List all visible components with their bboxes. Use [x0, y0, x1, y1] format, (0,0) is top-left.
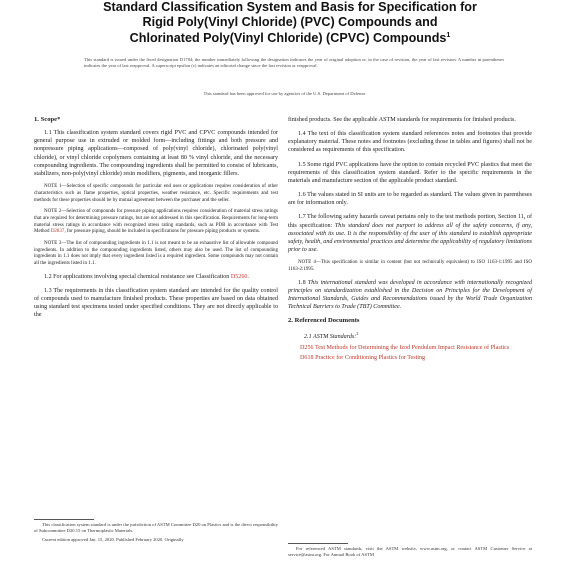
left-column: [34, 116, 278, 326]
footnote-1b: Current edition approved Jan. 15, 2020. Published February 2020. Originally: [42, 537, 184, 543]
approval-note: This standard has been approved for use by agencies of the U.S. Department of Defense.: [203, 91, 367, 96]
note-1: NOTE 1—Selection of specific compounds for particular end uses or applications requires consideration of other characteristics such as flame properties, optical properties, weather resistance, etc. Specific requirements and test methods for these properties should be by mutual agreement between the purchaser and the seller.: [34, 184, 278, 203]
issuance-note: This standard is issued under the fixed designation D1784; the number immediately following the designation indicates the year of original adoption or, in the case of revision, the year of last revision. A number in parentheses indicates the year of last reapproval. A superscript epsilon (ε) indicates an editorial change since the last revision or reapproval.: [84, 57, 504, 69]
paragraph-1-1: 1.1 This classification system standard covers rigid PVC and CPVC compounds intended for general purpose use in extruded or molded form—including fittings and both pressure and nonpressure piping applications—composed of poly(vinyl chloride), chlorinated poly(vinyl chloride), or vinyl chloride copolymers containing at least 80 % vinyl chloride, and the necessary compounding ingredients. The compounding ingredients shall be permitted to consist of lubricants, stabilizers, non-poly(vinyl chloride) resin modifiers, pigments, and inorganic fillers.: [34, 130, 278, 177]
reference-item[interactable]: D256 Test Methods for Determining the Izod Pendulum Impact Resistance of Plastics: [300, 344, 510, 351]
paragraph-1-4: 1.4 The text of this classification system standard references notes and footnotes that provide explanatory material. These notes and footnotes (excluding those in tables and figures) shall not be considered as requirements of this specification.: [288, 131, 532, 154]
footnote-1a: This classification system standard is under the jurisdiction of ASTM Committee D20 on Plastics and is the direct responsibility of Subcommittee D20.15 on Thermoplastic Materials.: [34, 522, 278, 534]
paragraph-1-5: 1.5 Some rigid PVC applications have the option to contain recycled PVC plastics that meet the requirements of this classification system standard. Refer to the specific requirements in the materials and manufacture section of the applicable product standard.: [288, 161, 532, 184]
title-line-3: Chlorinated Poly(Vinyl Chloride) (CPVC) Compounds$^1$: [129, 30, 451, 45]
title-line-1: Standard Classification System and Basis for Specification for: [103, 0, 477, 14]
title-footnote-mark: 1: [446, 31, 451, 39]
referenced-documents-list: [288, 330, 532, 362]
paragraph-1-7: 1.7 The following safety hazards caveat pertains only to the test methods portion, Section 11, of this specification: This standard does not purport to address all of the safety concerns, if any, associated with its use. It is the responsibility of the user of this standard to establish appropriate safety, health, and environmental practices and determine the applicability of regulatory limitations prior to use.: [288, 214, 532, 254]
paragraph-1-6: 1.6 The values stated in SI units are to be regarded as standard. The values given in parentheses are for information only.: [288, 192, 532, 207]
note-3: NOTE 3—The list of compounding ingredients in 1.1 is not meant to be an exhaustive list of allowable compound ingredients. In addition to the compounding ingredients listed, others may also be used. The list of compounding ingredients in 1.1 does not imply that every ingredient listed is a required ingredient. Some compounds may not contain all the ingredients listed in 1.1.: [34, 241, 278, 267]
note-2: NOTE 2—Selection of compounds for pressure piping applications requires consideration of material stress ratings that are required for determining pressure ratings, but are not addressed in this specification. Requirements for long-term material stress ratings in accordance with recognized stress rating standards, such as PDB in accordance with Test Method D2837, for pressure piping, should be included in specifications for pressure piping products or systems.: [34, 209, 278, 235]
left-footnotes: [34, 522, 278, 546]
right-column: [288, 116, 532, 364]
paragraph-1-8: 1.8 This international standard was developed in accordance with internationally recognized principles on standardization established in the Decision on Principles for the Development of International Standards, Guides and Recommendations issued by the World Trade Organization Technical Barriers to Trade (TBT) Committee.: [288, 279, 532, 311]
paragraph-1-2: 1.2 For applications involving special chemical resistance see Classification D5260.: [44, 273, 249, 280]
note-4: NOTE 4—This specification is similar in content (but not technically equivalent) to ISO 1163-1:1995 and ISO 1163-2:1995.: [288, 260, 532, 272]
section-2-heading: 2. Referenced Documents: [288, 317, 360, 325]
d5260-link[interactable]: D5260: [230, 273, 248, 280]
title-line-2: Rigid Poly(Vinyl Chloride) (PVC) Compounds and: [142, 15, 438, 30]
footnote-2: For referenced ASTM standards, visit the ASTM website, www.astm.org, or contact ASTM Customer Service at service@astm.org. For Annual Book of ASTM: [288, 546, 532, 558]
reference-item[interactable]: D618 Practice for Conditioning Plastics for Testing: [300, 354, 426, 361]
paragraph-1-3: 1.3 The requirements in this classification system standard are intended for the quality control of compounds used to manufacture finished products. These properties are based on data obtained using standard test specimens tested under specified conditions. They are not directly applicable to the: [34, 287, 278, 319]
right-footnote-rule: [288, 543, 348, 544]
left-footnote-rule: [34, 519, 94, 520]
right-footnotes: [288, 546, 532, 561]
astm-standards-label: 2.1 ASTM Standards:$^2$: [304, 331, 359, 341]
section-1-heading: 1. Scope*: [34, 116, 61, 123]
document-title: [60, 0, 520, 52]
paragraph-1-3-continued: finished products. See the applicable ASTM standards for requirements for finished products.: [288, 117, 516, 123]
d2837-link[interactable]: D2837: [50, 229, 65, 235]
